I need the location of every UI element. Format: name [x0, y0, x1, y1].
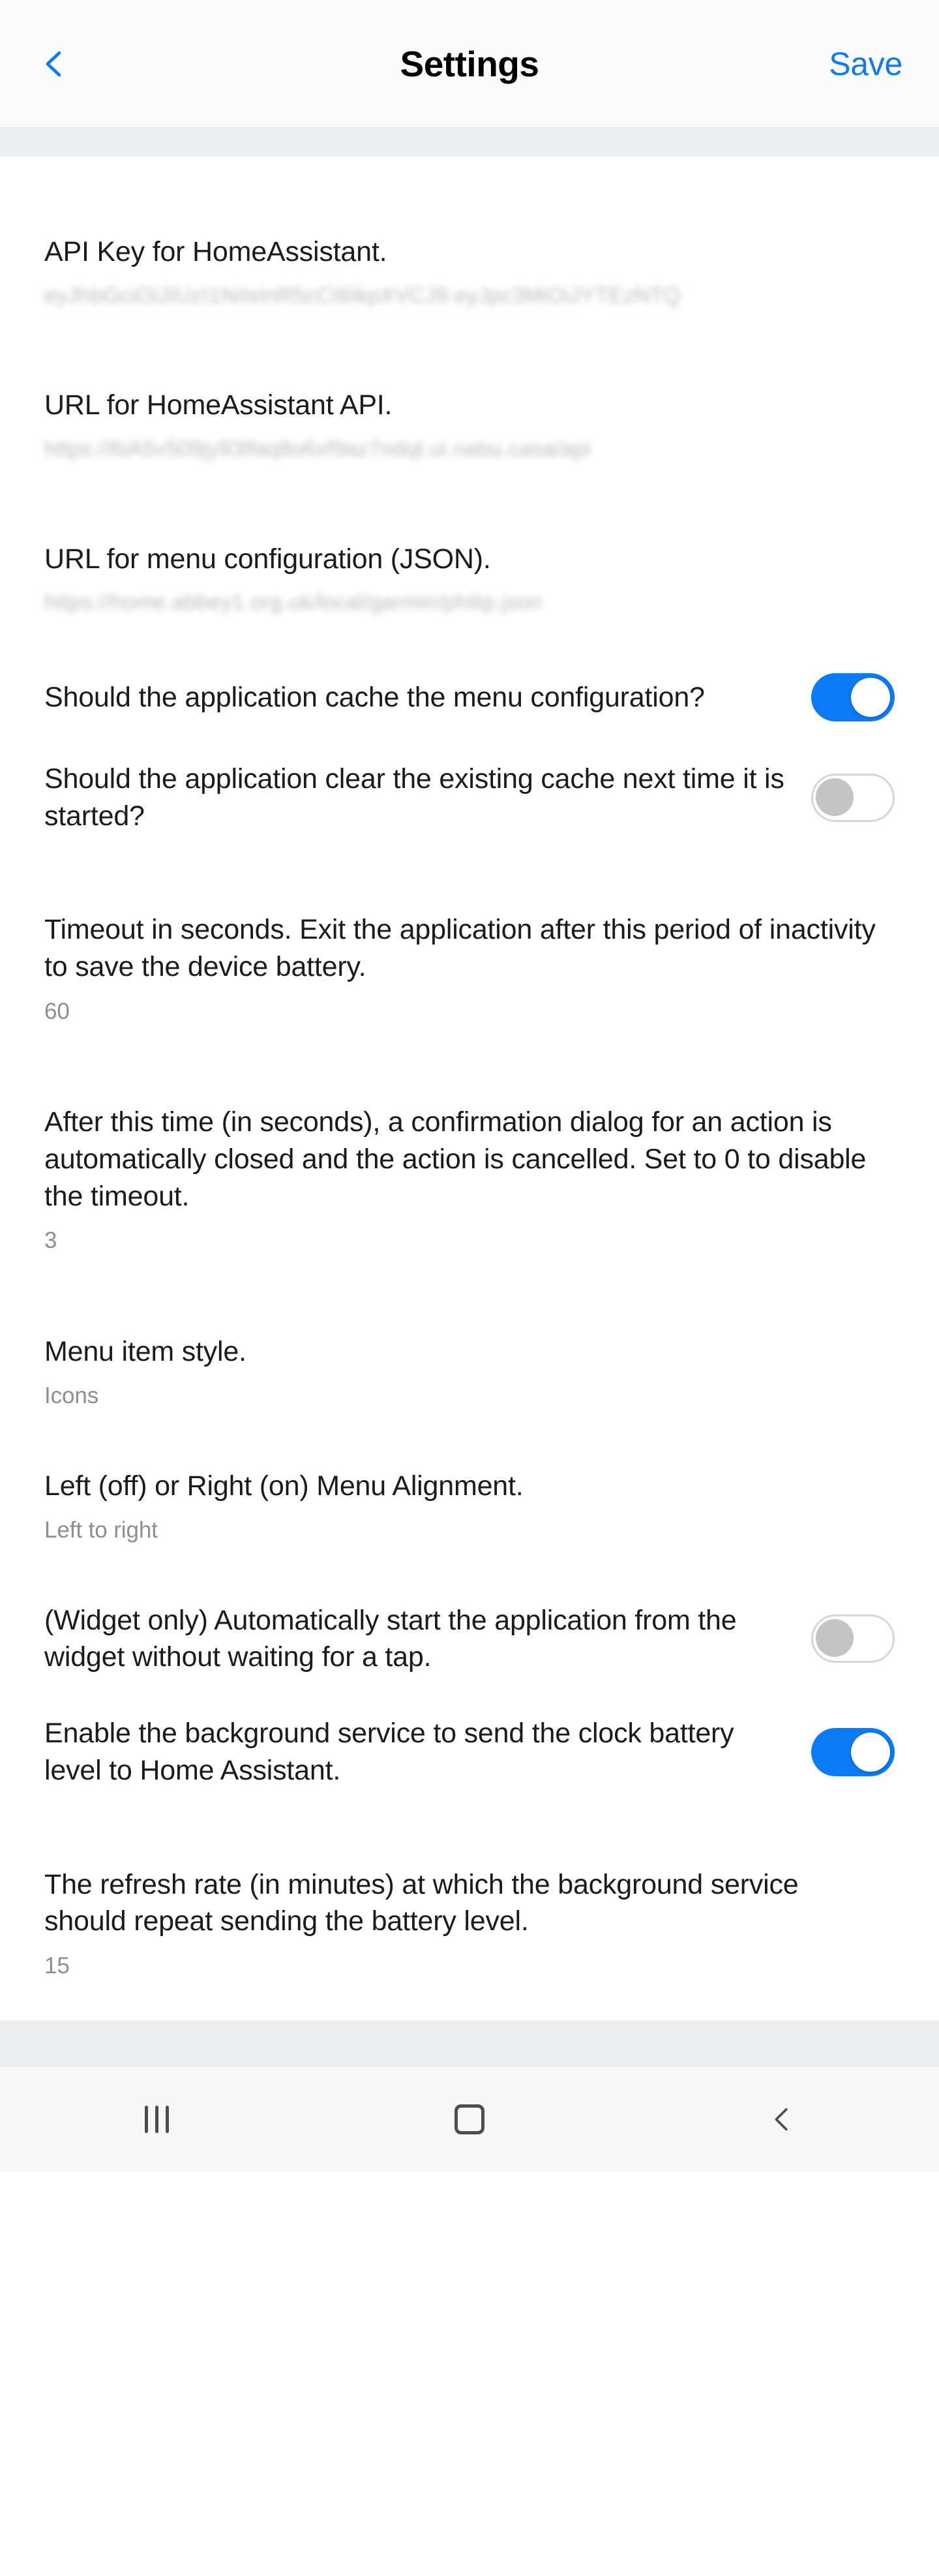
header-separator [0, 128, 939, 157]
spacer [0, 1981, 939, 2020]
setting-row-timeout-seconds[interactable] [0, 911, 939, 1027]
spacer [0, 1789, 939, 1866]
setting-title: Should the application clear the existing cache next time it is started? [44, 763, 784, 832]
setting-row-background-service[interactable] [0, 1715, 939, 1789]
setting-row-refresh-rate[interactable] [0, 1866, 939, 1982]
toggle-widget-autostart[interactable] [811, 1614, 895, 1663]
home-icon [455, 2104, 484, 2134]
toggle-cache-menu[interactable] [811, 673, 895, 721]
setting-value[interactable]: eyJhbGciOiJIUzI1NiIsInR5cCI6IkpXVCJ9.eyJpc3MiOiJYTEzNTQ [44, 282, 681, 307]
spacer [0, 464, 939, 541]
page-title: Settings [400, 43, 539, 84]
setting-title: After this time (in seconds), a confirmation dialog for an action is automatically closed and the action is cancelled. Set to 0 to disable the timeout. [44, 1106, 867, 1212]
setting-title: URL for HomeAssistant API. [44, 389, 393, 421]
app-header [0, 0, 939, 128]
setting-title: The refresh rate (in minutes) at which the background service should repeat sending the battery level. [44, 1868, 799, 1937]
spacer [0, 310, 939, 387]
setting-title: API Key for HomeAssistant. [44, 236, 387, 267]
setting-row-widget-autostart[interactable] [0, 1602, 939, 1676]
setting-value[interactable]: https://home.abbey1.org.uk/local/garmin/philip.json [44, 590, 543, 614]
spacer [0, 1546, 939, 1602]
chevron-left-icon [37, 46, 72, 82]
setting-row-clear-cache[interactable] [0, 761, 939, 835]
toggle-knob [816, 1619, 854, 1657]
toggle-clear-cache[interactable] [811, 774, 895, 822]
system-back-button[interactable] [717, 2067, 848, 2172]
spacer [0, 617, 939, 673]
setting-row-cache-menu[interactable] [0, 673, 939, 721]
toggle-knob [816, 778, 854, 816]
setting-value[interactable]: Left to right [44, 1517, 158, 1543]
recents-button[interactable] [91, 2067, 222, 2172]
setting-title: Left (off) or Right (on) Menu Alignment. [44, 1470, 524, 1502]
setting-row-menu-item-style[interactable] [0, 1333, 939, 1412]
home-button[interactable] [404, 2067, 535, 2172]
setting-row-api-url[interactable] [0, 387, 939, 463]
spacer [0, 721, 939, 761]
setting-row-confirm-timeout[interactable] [0, 1104, 939, 1256]
setting-value[interactable]: 3 [44, 1228, 57, 1254]
spacer [0, 834, 939, 911]
recents-icon [145, 2106, 169, 2133]
setting-value[interactable]: 60 [44, 998, 70, 1024]
setting-title: Enable the background service to send the clock battery level to Home Assistant. [44, 1718, 734, 1786]
spacer [0, 1256, 939, 1333]
toggle-background-service[interactable] [811, 1728, 895, 1776]
back-icon [768, 2104, 797, 2134]
save-button[interactable]: Save [829, 45, 902, 82]
back-button[interactable] [37, 41, 82, 87]
setting-row-menu-config-url[interactable] [0, 541, 939, 617]
setting-value[interactable]: https://6iA5v509jy93lfaq8o6xf9az7ndqt.ui.nabu.casa/api [44, 436, 591, 461]
settings-list [0, 157, 939, 2020]
setting-value[interactable]: Icons [44, 1383, 99, 1409]
spacer [0, 157, 939, 234]
list-bottom-separator [0, 2020, 939, 2067]
setting-title: URL for menu configuration (JSON). [44, 543, 491, 575]
setting-title: (Widget only) Automatically start the application from the widget without waiting for a tap. [44, 1604, 737, 1673]
spacer [0, 1027, 939, 1104]
system-navigation-bar [0, 2067, 939, 2172]
toggle-knob [851, 1733, 890, 1772]
setting-row-menu-alignment[interactable] [0, 1468, 939, 1546]
spacer [0, 1412, 939, 1468]
setting-title: Should the application cache the menu configuration? [44, 681, 705, 713]
toggle-knob [851, 678, 890, 717]
setting-row-api-key[interactable] [0, 234, 939, 310]
setting-title: Timeout in seconds. Exit the application after this period of inactivity to save the device battery. [44, 914, 876, 983]
spacer [0, 1676, 939, 1715]
setting-value[interactable]: 15 [44, 1953, 70, 1979]
setting-title: Menu item style. [44, 1335, 246, 1367]
